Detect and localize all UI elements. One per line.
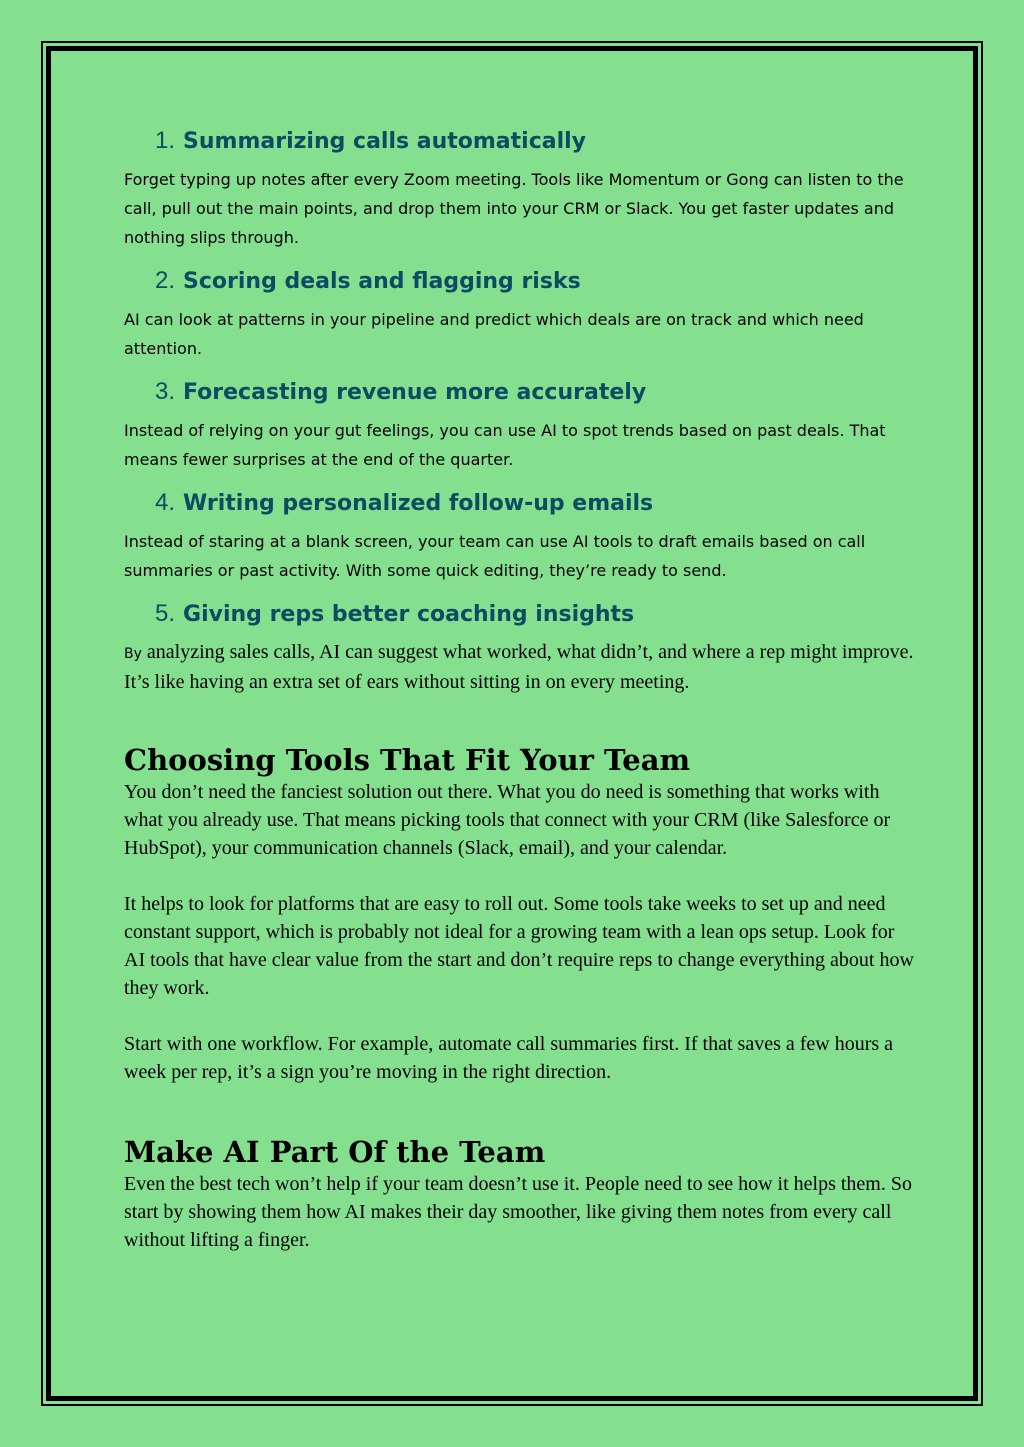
- list-number: 1.: [155, 127, 176, 154]
- list-item-body: Forget typing up notes after every Zoom meeting. Tools like Momentum or Gong can listen to the call, pull out the main points, and drop them into your CRM or Slack. You get faster updates and nothing slips through.: [124, 170, 904, 247]
- list-item-coaching-insights: [124, 591, 914, 696]
- section-paragraph: Even the best tech won’t help if your team doesn’t use it. People need to see how it helps them. So start by showing them how AI makes their day smoother, like giving them notes from every call without lifting a finger.: [124, 1173, 912, 1251]
- list-number: 4.: [155, 489, 176, 516]
- list-item-body: [124, 638, 914, 696]
- document-body: [124, 118, 914, 1254]
- list-item-heading: [124, 258, 914, 305]
- list-item-title: Scoring deals and flagging risks: [183, 269, 581, 294]
- list-item-forecasting-revenue: [124, 369, 914, 474]
- section-choosing-tools: [124, 742, 914, 1086]
- body-prefix: By: [124, 646, 142, 662]
- list-item-body: Instead of staring at a blank screen, your team can use AI tools to draft emails based on call summaries or past activity. With some quick editing, they’re ready to send.: [124, 532, 866, 580]
- list-item-body: AI can look at patterns in your pipeline and predict which deals are on track and which need attention.: [124, 310, 864, 358]
- list-item-scoring-deals: [124, 258, 914, 363]
- list-item-title: Giving reps better coaching insights: [183, 602, 635, 627]
- list-item-follow-up-emails: [124, 480, 914, 585]
- list-number: 3.: [155, 378, 176, 405]
- list-item-summarizing-calls: [124, 118, 914, 252]
- list-item-heading: [124, 369, 914, 416]
- body-text: analyzing sales calls, AI can suggest what worked, what didn’t, and where a rep might improve. It’s like having an extra set of ears without sitting in on every meeting.: [124, 641, 914, 693]
- section-paragraph: Start with one workflow. For example, automate call summaries first. If that saves a few hours a week per rep, it’s a sign you’re moving in the right direction.: [124, 1033, 894, 1083]
- section-make-ai-part-of-team: [124, 1134, 914, 1254]
- list-item-heading: [124, 118, 914, 165]
- section-paragraph: It helps to look for platforms that are easy to roll out. Some tools take weeks to set up and need constant support, which is probably not ideal for a growing team with a lean ops setup. Look for AI tools that have clear value from the start and don’t require reps to change everything about how they work.: [124, 893, 914, 999]
- section-heading: Choosing Tools That Fit Your Team: [124, 743, 691, 777]
- list-item-body: Instead of relying on your gut feelings, you can use AI to spot trends based on past deals. That means fewer surprises at the end of the quarter.: [124, 421, 886, 469]
- list-number: 2.: [155, 267, 176, 294]
- list-item-title: Forecasting revenue more accurately: [183, 380, 647, 405]
- list-item-heading: [124, 480, 914, 527]
- list-number: 5.: [155, 600, 176, 627]
- list-item-title: Writing personalized follow-up emails: [183, 491, 654, 516]
- section-heading: Make AI Part Of the Team: [124, 1135, 546, 1169]
- list-item-title: Summarizing calls automatically: [183, 129, 587, 154]
- section-paragraph: You don’t need the fanciest solution out there. What you do need is something that works with what you already use. That means picking tools that connect with your CRM (like Salesforce or HubSpot), your communication channels (Slack, email), and your calendar.: [124, 781, 891, 859]
- list-item-heading: [124, 591, 914, 638]
